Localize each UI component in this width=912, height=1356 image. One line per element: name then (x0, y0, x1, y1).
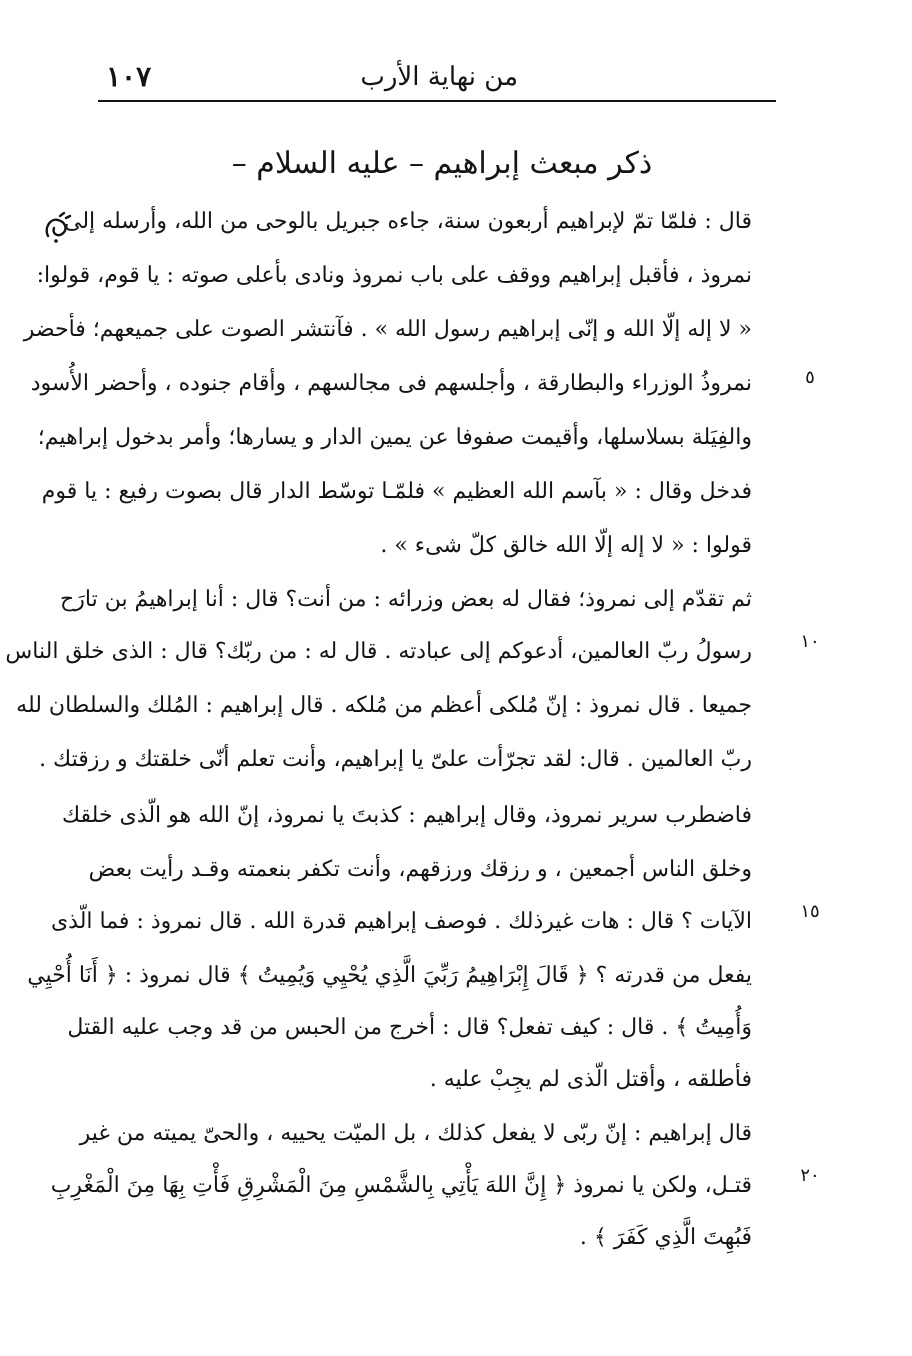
text-line: يفعل من قدرته ؟ ﴿ قَالَ إِبْرَاهِيمُ رَبِّيَ الَّذِي يُحْيِي وَيُمِيتُ ﴾ قال نمروذ : ﴿ أَنَا أُحْيِي (27, 963, 752, 988)
header-rule (98, 100, 776, 102)
line-number: ٥ (805, 367, 815, 388)
page-header (98, 54, 776, 100)
text-line: ثم تقدّم إلى نمروذ؛ فقال له بعض وزرائه : من أنت؟ قال : أنا إبراهيمُ بن تارَح (60, 587, 752, 612)
text-line: جميعا . قال نمروذ : إنّ مُلكى أعظم من مُلكه . قال إبراهيم : المُلك والسلطان لله (16, 693, 752, 718)
text-line: « لا إله إلّا الله و إنّى إبراهيم رسول الله » . فآنتشر الصوت على جميعهم؛ فأحضر (23, 317, 752, 342)
chapter-heading: ذكر مبعث إبراهيم – عليه السلام – (231, 146, 653, 181)
text-line: رسولُ ربّ العالمين، أدعوكم إلى عبادته . قال له : من ربّك؟ قال : الذى خلق الناس (5, 639, 752, 664)
text-line: وخلق الناس أجمعين ، و رزقك ورزقهم، وأنت تكفر بنعمته وقـد رأيت بعض (88, 857, 752, 882)
text-line: نمروذُ الوزراء والبطارقة ، وأجلسهم فى مجالسهم ، وأقام جنوده ، وأحضر الأُسود (30, 371, 752, 396)
line-number: ٢٠ (800, 1165, 820, 1186)
text-line: فدخل وقال : « بآسم الله العظيم » فلمّـا توسّط الدار قال بصوت رفيع : يا قوم (41, 479, 752, 504)
page-number: ١٠٧ (106, 60, 152, 93)
text-line: وَأُمِيتُ ﴾ . قال : كيف تفعل؟ قال : أخرج من الحبس من قد وجب عليه القتل (67, 1015, 752, 1040)
text-line: قال : فلمّا تمّ لإبراهيم أربعون سنة، جاءه جبريل بالوحى من الله، وأرسله إلى (64, 209, 752, 234)
text-line: قولوا : « لا إله إلّا الله خالق كلّ شىء » . (380, 533, 752, 558)
text-line: قال إبراهيم : إنّ ربّى لا يفعل كذلك ، بل الميّت يحييه ، والحىّ يميته من غير (79, 1121, 752, 1146)
text-line: ربّ العالمين . قال: لقد تجرّأت علىّ يا إبراهيم، وأنت تعلم أنّى خلقتك و رزقتك . (39, 747, 752, 772)
text-line: نمروذ ، فأقبل إبراهيم ووقف على باب نمروذ ونادى بأعلى صوته : يا قوم، قولوا: (36, 263, 752, 288)
text-line: فاضطرب سرير نمروذ، وقال إبراهيم : كذبتَ يا نمروذ، إنّ الله هو الّذى خلقك (62, 803, 752, 828)
line-number: ١٥ (800, 901, 820, 922)
line-number: ١٠ (800, 631, 820, 652)
running-title: من نهاية الأرب (360, 62, 518, 92)
text-line: الآيات ؟ قال : هات غيرذلك . فوصف إبراهيم قدرة الله . قال نمروذ : فما الّذى (50, 909, 752, 934)
text-line: فأطلقه ، وأقتل الّذى لم يجِبْ عليه . (429, 1067, 752, 1092)
text-line: فَبُهِتَ الَّذِي كَفَرَ ﴾ . (579, 1225, 752, 1250)
text-line: والفِيَلة بسلاسلها، وأقيمت صفوفا عن يمين الدار و يسارها؛ وأمر بدخول إبراهيم؛ (37, 425, 752, 450)
text-line: قتـل، ولكن يا نمروذ ﴿ إِنَّ اللهَ يَأْتِي بِالشَّمْسِ مِنَ الْمَشْرِقِ فَأْتِ بِهَا مِنَ الْمَغْرِبِ (50, 1173, 752, 1198)
